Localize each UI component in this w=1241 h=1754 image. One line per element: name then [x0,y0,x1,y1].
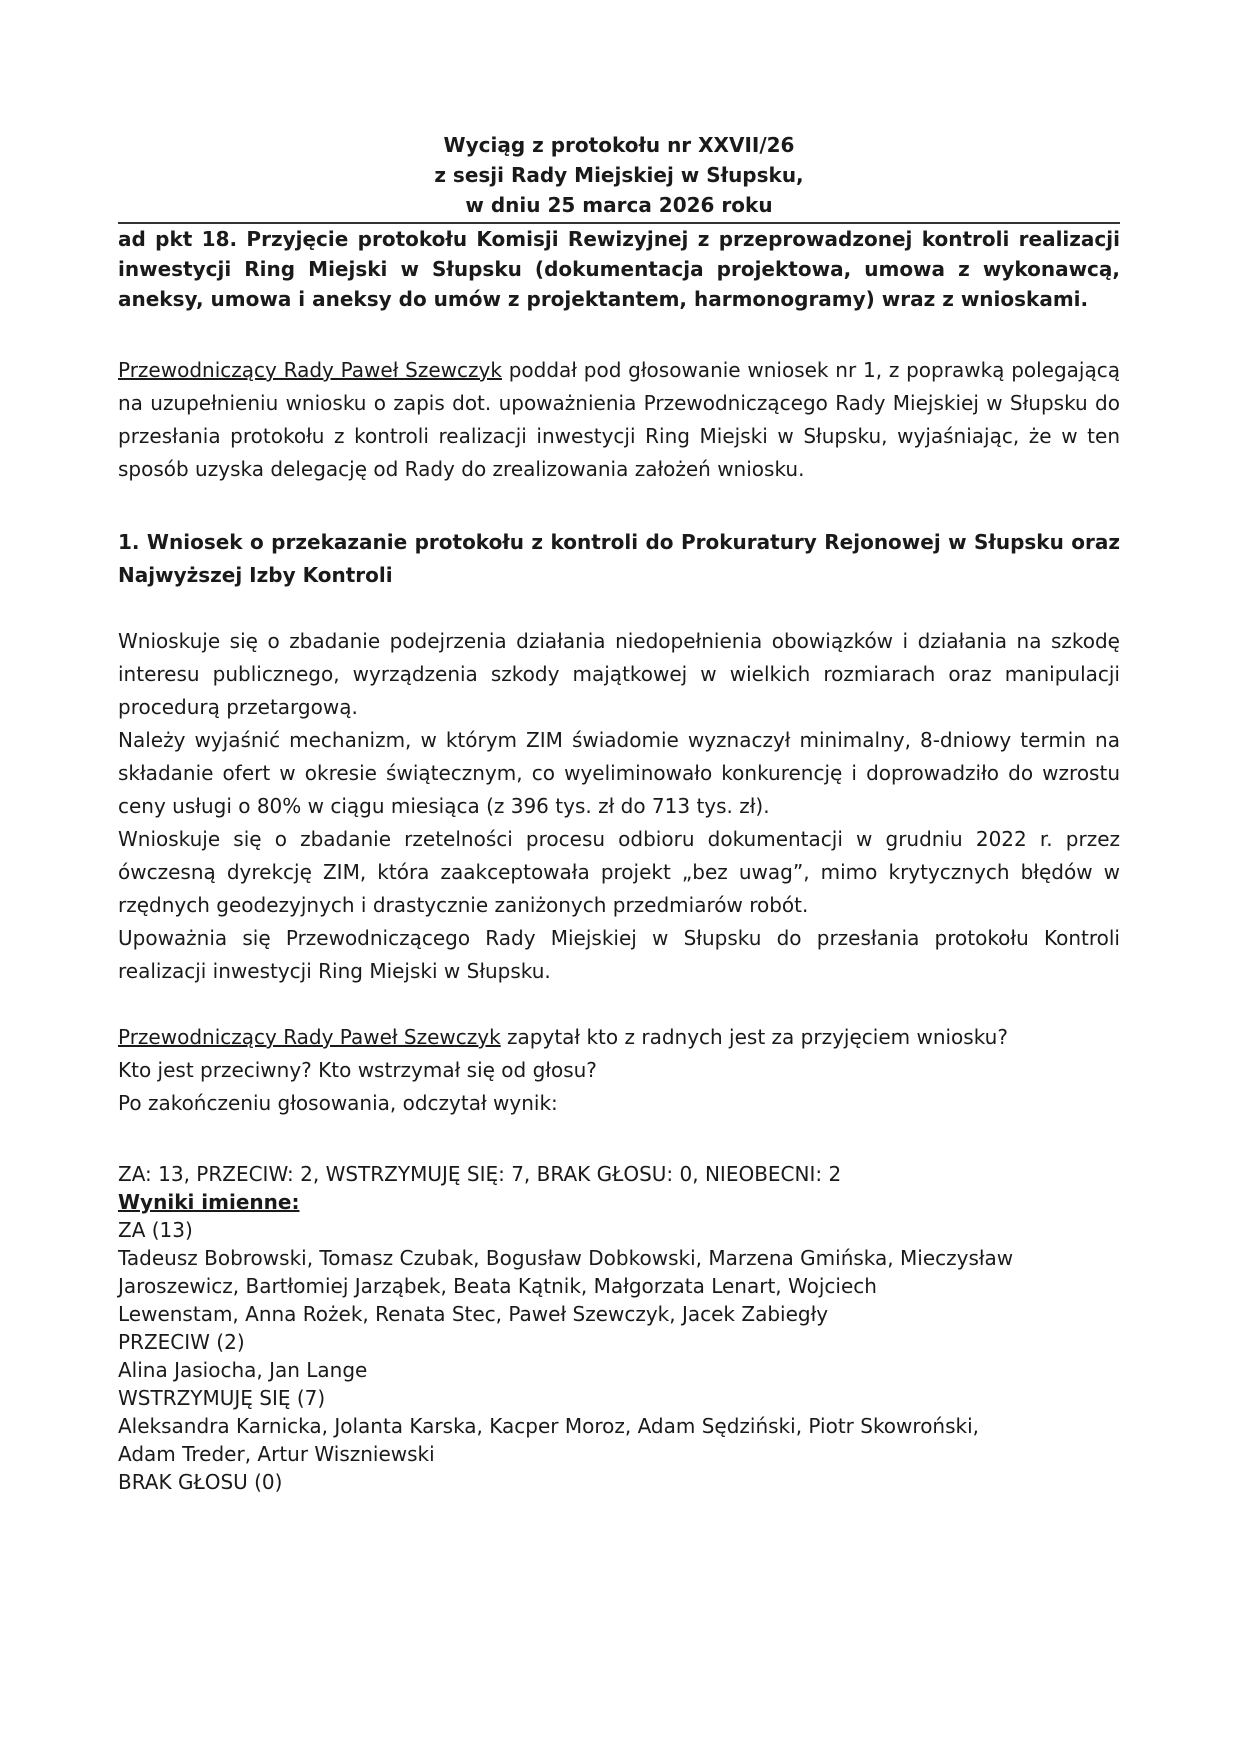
document-title [118,130,1120,220]
title-line-2: z sesji Rady Miejskiej w Słupsku, [434,163,804,187]
przeciw-names: Alina Jasiocha, Jan Lange [118,1358,368,1382]
wstrzymuje-label: WSTRZYMUJĘ SIĘ (7) [118,1386,326,1410]
za-names: Lewenstam, Anna Rożek, Renata Stec, Paweł Szewczyk, Jacek Zabiegły [118,1302,829,1326]
za-label: ZA (13) [118,1218,193,1242]
motion-paragraph: Wnioskuje się o zbadanie podejrzenia działania niedopełnienia obowiązków i działania na szkodę interesu publicznego, wyrządzenia szkody majątkowej w wielkich rozmiarach oraz manipulacji procedurą przetargową. [118,629,1120,719]
intro-text: poddał pod głosowanie wniosek nr 1, z poprawką polegającą na uzupełnieniu wniosku o zapis dot. upoważnienia Przewodniczącego Rady Miejskiej w Słupsku do przesłania protokołu z kontroli realizacji inwestycji Ring Miejski w Słupsku, wyjaśniając, że w ten sposób uzyska delegację od Rady do zrealizowania założeń wniosku. [118,358,1120,481]
vote-call-line-3: Po zakończeniu głosowania, odczytał wynik: [118,1091,558,1115]
results-summary: ZA: 13, PRZECIW: 2, WSTRZYMUJĘ SIĘ: 7, BRAK GŁOSU: 0, NIEOBECNI: 2 [118,1162,842,1186]
motion-paragraph: Należy wyjaśnić mechanizm, w którym ZIM świadomie wyznaczył minimalny, 8-dniowy termin na składanie ofert w okresie świątecznym, co wyeliminowało konkurencję i doprowadziło do wzrostu ceny usługi o 80% w ciągu miesiąca (z 396 tys. zł do 713 tys. zł). [118,728,1120,818]
speaker-name: Przewodniczący Rady Paweł Szewczyk [118,358,502,382]
speaker-name: Przewodniczący Rady Paweł Szewczyk [118,1025,501,1049]
title-line-3: w dniu 25 marca 2026 roku [465,193,773,217]
wstrzymuje-names: Aleksandra Karnicka, Jolanta Karska, Kacper Moroz, Adam Sędziński, Piotr Skowroński, [118,1414,980,1438]
agenda-item-heading: ad pkt 18. Przyjęcie protokołu Komisji Rewizyjnej z przeprowadzonej kontroli realizacji inwestycji Ring Miejski w Słupsku (dokumentacja projektowa, umowa z wykonawcą, aneksy, umowa i aneksy do umów z projektantem, harmonogramy) wraz z wnioskami. [118,227,1120,311]
document-page [118,130,1120,1496]
vote-call-text: zapytał kto z radnych jest za przyjęciem wniosku? [500,1025,1008,1049]
za-names: Tadeusz Bobrowski, Tomasz Czubak, Bogusław Dobkowski, Marzena Gmińska, Mieczysław [118,1246,1014,1270]
vote-call-line-2: Kto jest przeciwny? Kto wstrzymał się od głosu? [118,1058,597,1082]
przeciw-label: PRZECIW (2) [118,1330,245,1354]
title-line-1: Wyciąg z protokołu nr XXVII/26 [443,133,795,157]
intro-paragraph [118,354,1120,486]
motion-paragraph: Wnioskuje się o zbadanie rzetelności procesu odbioru dokumentacji w grudniu 2022 r. przez ówczesną dyrekcję ZIM, która zaakceptowała projekt „bez uwag”, mimo krytycznych błędów w rzędnych geodezyjnych i drastycznie zaniżonych przedmiarów robót. [118,827,1120,917]
motion-paragraph: Upoważnia się Przewodniczącego Rady Miejskiej w Słupsku do przesłania protokołu Kontroli realizacji inwestycji Ring Miejski w Słupsku. [118,926,1120,983]
motion-title: 1. Wniosek o przekazanie protokołu z kontroli do Prokuratury Rejonowej w Słupsku oraz Najwyższej Izby Kontroli [118,530,1120,587]
brak-glosu-label: BRAK GŁOSU (0) [118,1470,283,1494]
voting-results [118,1160,1120,1496]
named-results-label: Wyniki imienne: [118,1190,300,1214]
za-names: Jaroszewicz, Bartłomiej Jarząbek, Beata Kątnik, Małgorzata Lenart, Wojciech [118,1274,877,1298]
vote-call-paragraph [118,1021,1120,1054]
wstrzymuje-names: Adam Treder, Artur Wiszniewski [118,1442,435,1466]
